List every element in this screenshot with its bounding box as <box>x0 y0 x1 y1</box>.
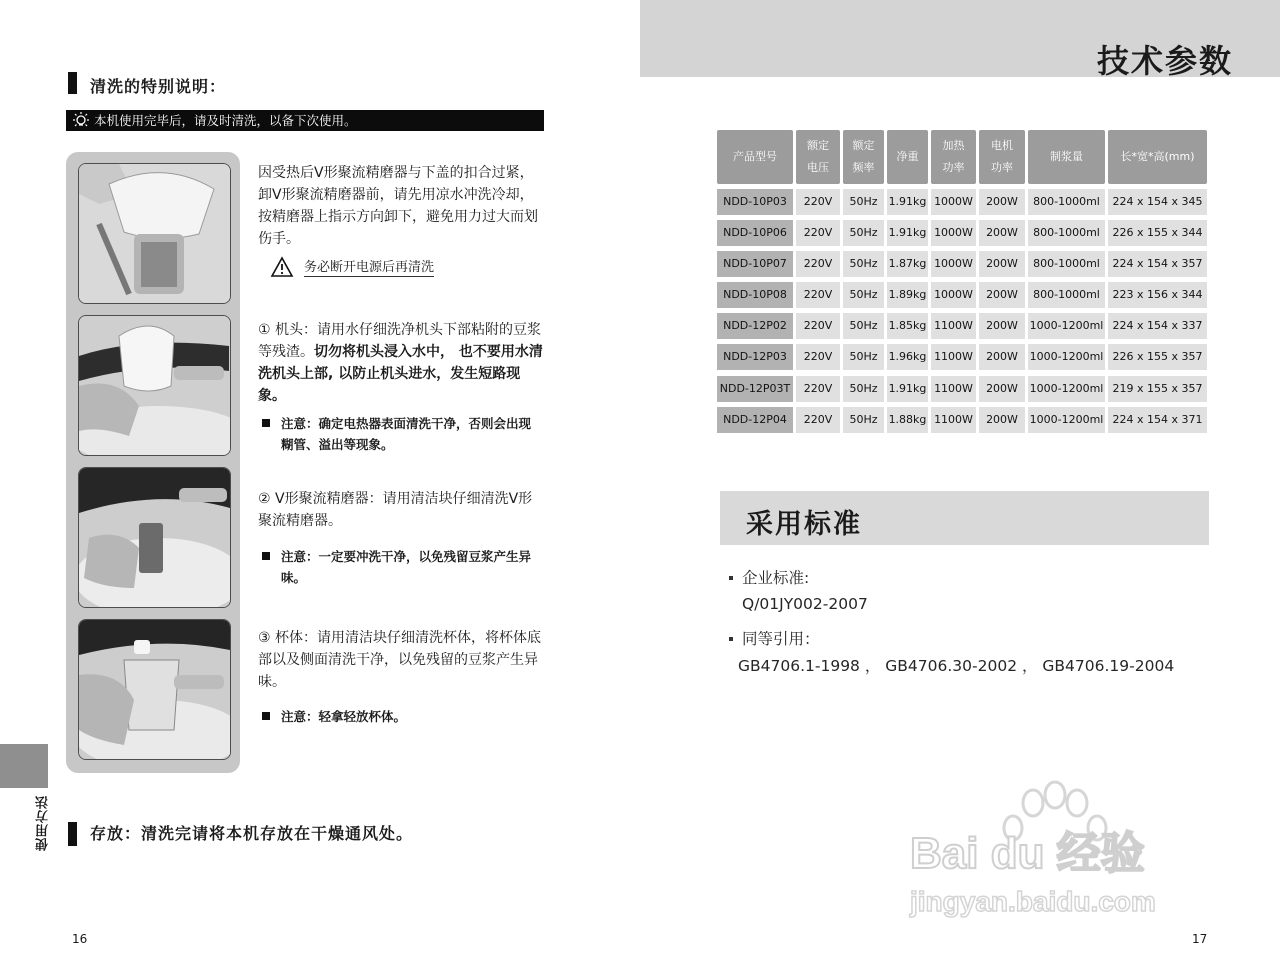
table-cell: 224 x 154 x 357 <box>1108 251 1207 277</box>
table-cell: 1000W <box>931 220 976 246</box>
table-cell: 1.87kg <box>887 251 928 277</box>
model-cell: NDD-10P08 <box>717 282 793 308</box>
table-cell: 1000W <box>931 251 976 277</box>
table-cell: 800-1000ml <box>1028 189 1105 215</box>
table-cell: 1100W <box>931 313 976 339</box>
table-cell: 1.89kg <box>887 282 928 308</box>
table-cell: 800-1000ml <box>1028 282 1105 308</box>
table-header-cell: 额定 频率 <box>843 130 884 184</box>
side-tab <box>0 744 48 788</box>
table-cell: 200W <box>979 220 1025 246</box>
table-cell: 50Hz <box>843 344 884 370</box>
storage-note: 存放：清洗完请将本机存放在干燥通风处。 <box>90 824 414 843</box>
table-cell: 219 x 155 x 357 <box>1108 376 1207 402</box>
table-cell: 1.91kg <box>887 376 928 402</box>
table-cell: 1.85kg <box>887 313 928 339</box>
equivalent-value: GB4706.1-1998 ， GB4706.30-2002 ， GB4706.19-2004 <box>738 657 1175 675</box>
watermark-logo: Bai du 经验 <box>910 829 1145 878</box>
step-head-bold-text: 切勿将机头浸入水中， 也不要用水清洗机头上部, 以防止机头进水，发生短路现象。 <box>258 344 543 404</box>
table-cell: 220V <box>796 282 840 308</box>
tip-text: 本机使用完毕后，请及时清洗，以备下次使用。 <box>94 113 357 128</box>
warning-triangle-icon <box>270 256 294 278</box>
table-cell: 50Hz <box>843 282 884 308</box>
page-number-right: 17 <box>1192 932 1208 946</box>
table-cell: 1.91kg <box>887 189 928 215</box>
note-heater-text: 注意：确定电热器表面清洗干净，否则会出现糊管、溢出等现象。 <box>281 416 532 452</box>
table-header-cell: 制浆量 <box>1028 130 1105 184</box>
table-cell: 1100W <box>931 376 976 402</box>
step-head-text: ① 机头：请用水仔细洗净机头下部粘附的豆浆等残渣。 <box>258 322 541 360</box>
model-cell: NDD-12P02 <box>717 313 793 339</box>
table-cell: 1100W <box>931 407 976 433</box>
table-cell: 1100W <box>931 344 976 370</box>
photo-remove-grinder <box>78 163 231 304</box>
table-cell: 200W <box>979 313 1025 339</box>
warning-text: 务必断开电源后再清洗 <box>304 260 435 275</box>
table-cell: 220V <box>796 220 840 246</box>
table-cell: 50Hz <box>843 251 884 277</box>
model-cell: NDD-10P07 <box>717 251 793 277</box>
page-number-left: 16 <box>72 932 88 946</box>
model-cell: NDD-10P03 <box>717 189 793 215</box>
baidu-watermark <box>905 773 1205 923</box>
table-cell: 1000-1200ml <box>1028 376 1105 402</box>
note-grinder-text: 注意：一定要冲洗干净，以免残留豆浆产生异味。 <box>281 549 532 585</box>
table-header-cell: 长*宽*高(mm) <box>1108 130 1207 184</box>
table-cell: 800-1000ml <box>1028 251 1105 277</box>
table-cell: 800-1000ml <box>1028 220 1105 246</box>
table-cell: 50Hz <box>843 407 884 433</box>
watermark-url: jingyan.baidu.com <box>910 886 1156 917</box>
enterprise-value: Q/01JY002-2007 <box>742 595 868 613</box>
table-cell: 220V <box>796 407 840 433</box>
side-section-label: 使用方法 <box>36 795 51 851</box>
table-header-cell: 产品型号 <box>717 130 793 184</box>
table-header-cell: 加热 功率 <box>931 130 976 184</box>
photo-wash-head <box>78 315 231 456</box>
table-cell: 220V <box>796 189 840 215</box>
table-cell: 220V <box>796 313 840 339</box>
square-bullet-icon <box>262 552 270 560</box>
square-bullet-icon <box>262 712 270 720</box>
table-cell: 224 x 154 x 337 <box>1108 313 1207 339</box>
table-cell: 223 x 156 x 344 <box>1108 282 1207 308</box>
lightbulb-icon <box>70 111 92 130</box>
table-header-cell: 净重 <box>887 130 928 184</box>
step-head <box>258 319 544 407</box>
table-cell: 1000-1200ml <box>1028 313 1105 339</box>
table-cell: 226 x 155 x 344 <box>1108 220 1207 246</box>
table-cell: 50Hz <box>843 376 884 402</box>
table-cell: 1000W <box>931 189 976 215</box>
step-cup: ③ 杯体：请用清洁块仔细清洗杯体，将杯体底部以及侧面清洗干净，以免残留的豆浆产生异味。 <box>258 630 541 690</box>
note-cup-text: 注意：轻拿轻放杯体。 <box>281 709 407 724</box>
table-cell: 1000-1200ml <box>1028 407 1105 433</box>
table-cell: 50Hz <box>843 220 884 246</box>
bullet-icon <box>729 576 733 580</box>
model-cell: NDD-12P04 <box>717 407 793 433</box>
photo-panel <box>66 152 240 773</box>
table-cell: 200W <box>979 344 1025 370</box>
tip-banner <box>66 110 544 131</box>
table-cell: 220V <box>796 344 840 370</box>
table-cell: 220V <box>796 251 840 277</box>
table-cell: 1.88kg <box>887 407 928 433</box>
table-cell: 50Hz <box>843 189 884 215</box>
table-cell: 224 x 154 x 345 <box>1108 189 1207 215</box>
page-title: 技术参数 <box>1096 42 1233 80</box>
photo-wash-grinder <box>78 467 231 608</box>
standards-title: 采用标准 <box>746 509 862 540</box>
bullet-icon <box>729 637 733 641</box>
square-bullet-icon <box>262 419 270 427</box>
model-cell: NDD-12P03 <box>717 344 793 370</box>
step-grinder: ② V形聚流精磨器：请用清洁块仔细清洗V形聚流精磨器。 <box>258 491 533 529</box>
equivalent-label: 同等引用： <box>742 630 820 648</box>
table-cell: 200W <box>979 407 1025 433</box>
table-cell: 1000-1200ml <box>1028 344 1105 370</box>
cleaning-section-title: 清洗的特别说明： <box>90 77 227 96</box>
table-cell: 200W <box>979 189 1025 215</box>
intro-paragraph: 因受热后V形聚流精磨器与下盖的扣合过紧，卸V形聚流精磨器前，请先用凉水冲洗冷却， 按精磨器上指示方向卸下，避免用力过大而划伤手。 <box>258 165 538 247</box>
enterprise-label: 企业标准: <box>742 569 810 587</box>
table-cell: 1.91kg <box>887 220 928 246</box>
table-cell: 200W <box>979 282 1025 308</box>
table-cell: 200W <box>979 376 1025 402</box>
table-cell: 200W <box>979 251 1025 277</box>
table-header-cell: 电机 功率 <box>979 130 1025 184</box>
photo-wash-cup <box>78 619 231 760</box>
table-cell: 50Hz <box>843 313 884 339</box>
model-cell: NDD-12P03T <box>717 376 793 402</box>
table-cell: 224 x 154 x 371 <box>1108 407 1207 433</box>
table-cell: 226 x 155 x 357 <box>1108 344 1207 370</box>
table-cell: 1000W <box>931 282 976 308</box>
section-marker <box>68 72 77 94</box>
table-cell: 1.96kg <box>887 344 928 370</box>
table-cell: 220V <box>796 376 840 402</box>
table-header-cell: 额定 电压 <box>796 130 840 184</box>
storage-marker <box>68 822 77 846</box>
model-cell: NDD-10P06 <box>717 220 793 246</box>
